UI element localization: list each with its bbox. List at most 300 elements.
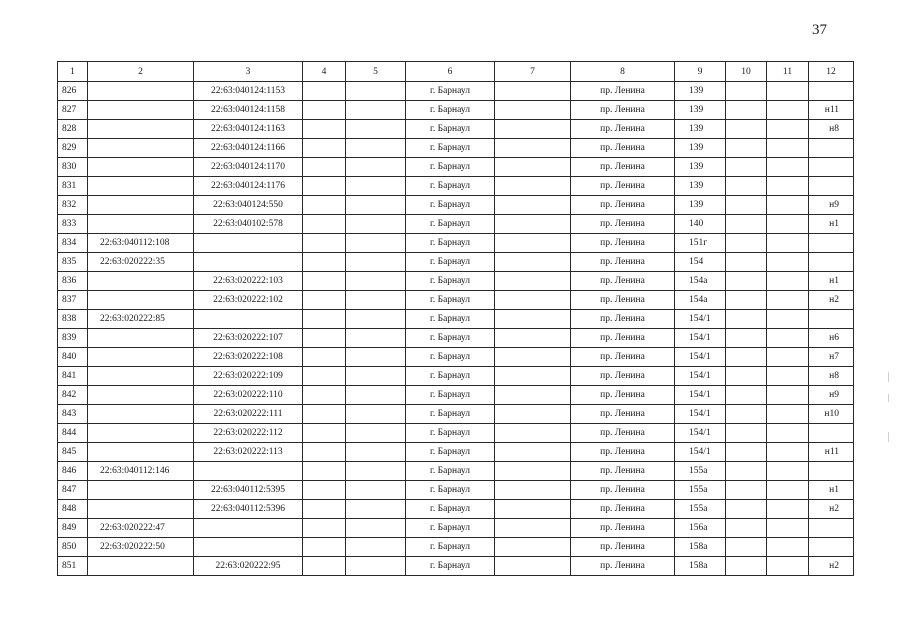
table-cell bbox=[88, 196, 194, 215]
table-cell bbox=[726, 557, 767, 576]
table-cell bbox=[726, 367, 767, 386]
table-cell: 139 bbox=[675, 120, 726, 139]
table-cell bbox=[346, 234, 406, 253]
table-row bbox=[58, 538, 854, 557]
table-cell bbox=[495, 234, 571, 253]
table-cell bbox=[809, 234, 854, 253]
table-cell bbox=[495, 215, 571, 234]
table-cell bbox=[303, 405, 346, 424]
table-cell bbox=[303, 462, 346, 481]
table-cell: 22:63:020222:113 bbox=[194, 443, 303, 462]
table-cell bbox=[726, 120, 767, 139]
table-row bbox=[58, 196, 854, 215]
table-cell bbox=[726, 462, 767, 481]
column-header: 6 bbox=[406, 62, 495, 82]
table-cell: 829 bbox=[58, 139, 88, 158]
table-cell bbox=[303, 519, 346, 538]
table-cell: 850 bbox=[58, 538, 88, 557]
table-cell: г. Барнаул bbox=[406, 158, 495, 177]
table-cell bbox=[346, 367, 406, 386]
table-cell bbox=[809, 82, 854, 101]
table-cell: пр. Ленина bbox=[571, 310, 675, 329]
table-cell bbox=[495, 519, 571, 538]
table-cell bbox=[194, 253, 303, 272]
column-header: 7 bbox=[495, 62, 571, 82]
table-cell bbox=[495, 120, 571, 139]
table-cell: 839 bbox=[58, 329, 88, 348]
table-cell: г. Барнаул bbox=[406, 367, 495, 386]
table-cell: 827 bbox=[58, 101, 88, 120]
table-cell bbox=[809, 139, 854, 158]
table-cell bbox=[726, 310, 767, 329]
table-cell bbox=[303, 215, 346, 234]
table-cell: г. Барнаул bbox=[406, 329, 495, 348]
table-cell bbox=[767, 538, 809, 557]
table-cell bbox=[346, 310, 406, 329]
table-cell: н9 bbox=[809, 196, 854, 215]
table-cell bbox=[303, 139, 346, 158]
table-cell: 22:63:020222:107 bbox=[194, 329, 303, 348]
table-cell: 155а bbox=[675, 500, 726, 519]
table-cell bbox=[495, 500, 571, 519]
table-cell bbox=[88, 481, 194, 500]
table-cell: 154/1 bbox=[675, 310, 726, 329]
table-cell bbox=[767, 443, 809, 462]
table-cell: пр. Ленина bbox=[571, 405, 675, 424]
table-cell: г. Барнаул bbox=[406, 291, 495, 310]
table-cell bbox=[303, 82, 346, 101]
table-cell: 22:63:020222:95 bbox=[194, 557, 303, 576]
table-cell bbox=[88, 291, 194, 310]
table-cell bbox=[495, 481, 571, 500]
column-header: 1 bbox=[58, 62, 88, 82]
table-cell: 22:63:020222:47 bbox=[88, 519, 194, 538]
table-cell bbox=[767, 348, 809, 367]
table-cell: 139 bbox=[675, 177, 726, 196]
table-cell: пр. Ленина bbox=[571, 177, 675, 196]
table-cell: 833 bbox=[58, 215, 88, 234]
table-cell: 139 bbox=[675, 196, 726, 215]
table-cell: 849 bbox=[58, 519, 88, 538]
table-cell bbox=[346, 405, 406, 424]
table-row bbox=[58, 481, 854, 500]
table-cell bbox=[495, 139, 571, 158]
table-cell: 830 bbox=[58, 158, 88, 177]
table-cell: пр. Ленина bbox=[571, 158, 675, 177]
table-cell: 22:63:040124:1170 bbox=[194, 158, 303, 177]
table-cell: 22:63:040112:146 bbox=[88, 462, 194, 481]
table-cell bbox=[495, 405, 571, 424]
table-cell: н2 bbox=[809, 291, 854, 310]
table-cell: 838 bbox=[58, 310, 88, 329]
table-cell: н11 bbox=[809, 443, 854, 462]
table-cell bbox=[495, 348, 571, 367]
table-cell bbox=[726, 158, 767, 177]
column-header: 8 bbox=[571, 62, 675, 82]
table-cell bbox=[303, 329, 346, 348]
table-cell: г. Барнаул bbox=[406, 272, 495, 291]
table-cell bbox=[346, 538, 406, 557]
table-cell bbox=[194, 310, 303, 329]
table-cell bbox=[495, 82, 571, 101]
table-cell bbox=[767, 120, 809, 139]
table-cell: пр. Ленина bbox=[571, 481, 675, 500]
table-cell bbox=[346, 215, 406, 234]
table-cell bbox=[767, 405, 809, 424]
table-cell: пр. Ленина bbox=[571, 196, 675, 215]
table-cell: 22:63:040124:1158 bbox=[194, 101, 303, 120]
table-cell: 22:63:020222:103 bbox=[194, 272, 303, 291]
table-cell bbox=[495, 367, 571, 386]
table-cell bbox=[88, 120, 194, 139]
scan-artifact bbox=[888, 432, 889, 442]
table-cell bbox=[726, 177, 767, 196]
table-cell: пр. Ленина bbox=[571, 462, 675, 481]
table-cell: г. Барнаул bbox=[406, 82, 495, 101]
table-cell bbox=[303, 348, 346, 367]
table-cell: 848 bbox=[58, 500, 88, 519]
table-cell: г. Барнаул bbox=[406, 386, 495, 405]
table-cell: 154/1 bbox=[675, 329, 726, 348]
table-cell bbox=[726, 82, 767, 101]
table-cell: пр. Ленина bbox=[571, 443, 675, 462]
table-cell: 836 bbox=[58, 272, 88, 291]
table-cell bbox=[194, 234, 303, 253]
table-header bbox=[58, 62, 854, 82]
table-cell bbox=[495, 158, 571, 177]
table-cell bbox=[767, 519, 809, 538]
table-cell bbox=[88, 557, 194, 576]
table-cell bbox=[303, 424, 346, 443]
table-cell bbox=[767, 557, 809, 576]
table-cell bbox=[88, 367, 194, 386]
table-cell bbox=[726, 481, 767, 500]
table-cell bbox=[767, 291, 809, 310]
table-cell: пр. Ленина bbox=[571, 139, 675, 158]
table-cell: г. Барнаул bbox=[406, 120, 495, 139]
table-cell bbox=[346, 500, 406, 519]
table-cell: 826 bbox=[58, 82, 88, 101]
column-header: 4 bbox=[303, 62, 346, 82]
table-cell bbox=[88, 500, 194, 519]
table-cell: г. Барнаул bbox=[406, 234, 495, 253]
table-cell bbox=[495, 443, 571, 462]
table-cell bbox=[88, 329, 194, 348]
column-header: 12 bbox=[809, 62, 854, 82]
table-cell: пр. Ленина bbox=[571, 519, 675, 538]
table-cell bbox=[495, 386, 571, 405]
table-cell bbox=[495, 538, 571, 557]
table-cell bbox=[303, 481, 346, 500]
table-cell bbox=[495, 424, 571, 443]
table-cell: н2 bbox=[809, 500, 854, 519]
table-cell bbox=[346, 443, 406, 462]
table-cell: г. Барнаул bbox=[406, 405, 495, 424]
table-row bbox=[58, 500, 854, 519]
table-cell: 844 bbox=[58, 424, 88, 443]
table-cell bbox=[303, 120, 346, 139]
table-cell bbox=[767, 158, 809, 177]
table-cell: 845 bbox=[58, 443, 88, 462]
table-row bbox=[58, 405, 854, 424]
table-cell bbox=[495, 462, 571, 481]
table-cell bbox=[346, 348, 406, 367]
table-cell: н2 bbox=[809, 557, 854, 576]
table-row bbox=[58, 139, 854, 158]
table-cell: 151г bbox=[675, 234, 726, 253]
table-cell: пр. Ленина bbox=[571, 348, 675, 367]
header-row bbox=[58, 62, 854, 82]
table-cell bbox=[303, 443, 346, 462]
table-cell bbox=[767, 82, 809, 101]
table-cell bbox=[346, 424, 406, 443]
table-cell bbox=[809, 462, 854, 481]
table-row bbox=[58, 310, 854, 329]
table-cell: 154/1 bbox=[675, 424, 726, 443]
page-number: 37 bbox=[812, 22, 827, 38]
table-cell bbox=[346, 177, 406, 196]
table-cell bbox=[767, 310, 809, 329]
table-cell bbox=[767, 386, 809, 405]
table-cell: н1 bbox=[809, 272, 854, 291]
table-cell: н1 bbox=[809, 481, 854, 500]
table-cell bbox=[88, 101, 194, 120]
table-row bbox=[58, 329, 854, 348]
table-cell: 154/1 bbox=[675, 405, 726, 424]
table-cell bbox=[88, 139, 194, 158]
table-cell: пр. Ленина bbox=[571, 538, 675, 557]
table-cell: пр. Ленина bbox=[571, 557, 675, 576]
table-row bbox=[58, 424, 854, 443]
table-cell bbox=[346, 120, 406, 139]
table-cell bbox=[303, 101, 346, 120]
table-cell bbox=[726, 253, 767, 272]
table-cell bbox=[303, 177, 346, 196]
table-cell: 831 bbox=[58, 177, 88, 196]
table-cell: н1 bbox=[809, 215, 854, 234]
table-cell bbox=[303, 538, 346, 557]
table-cell bbox=[767, 462, 809, 481]
table-cell: г. Барнаул bbox=[406, 196, 495, 215]
table-cell: пр. Ленина bbox=[571, 120, 675, 139]
table-cell bbox=[767, 196, 809, 215]
table-cell: 139 bbox=[675, 158, 726, 177]
table-cell bbox=[346, 253, 406, 272]
table-cell bbox=[88, 82, 194, 101]
table-cell: н7 bbox=[809, 348, 854, 367]
table-cell bbox=[726, 101, 767, 120]
table-cell bbox=[726, 329, 767, 348]
table-cell bbox=[767, 177, 809, 196]
table-cell bbox=[726, 348, 767, 367]
column-header: 10 bbox=[726, 62, 767, 82]
table-cell: пр. Ленина bbox=[571, 424, 675, 443]
table-cell bbox=[726, 538, 767, 557]
table-cell bbox=[303, 386, 346, 405]
table-row bbox=[58, 82, 854, 101]
table-cell bbox=[726, 405, 767, 424]
table-cell bbox=[88, 424, 194, 443]
table-cell: 155а bbox=[675, 481, 726, 500]
table-cell bbox=[726, 272, 767, 291]
table-cell bbox=[809, 310, 854, 329]
table-cell: 139 bbox=[675, 82, 726, 101]
table-cell bbox=[495, 196, 571, 215]
registry-table bbox=[57, 61, 854, 576]
table-cell: г. Барнаул bbox=[406, 177, 495, 196]
table-cell bbox=[303, 500, 346, 519]
column-header: 9 bbox=[675, 62, 726, 82]
table-cell: н8 bbox=[809, 120, 854, 139]
table-cell: пр. Ленина bbox=[571, 272, 675, 291]
table-cell bbox=[495, 101, 571, 120]
table-cell bbox=[495, 310, 571, 329]
table-cell: 837 bbox=[58, 291, 88, 310]
table-cell bbox=[346, 82, 406, 101]
table-cell bbox=[88, 215, 194, 234]
table-row bbox=[58, 215, 854, 234]
table-cell bbox=[726, 291, 767, 310]
table-cell: г. Барнаул bbox=[406, 424, 495, 443]
table-cell: 158а bbox=[675, 538, 726, 557]
table-cell: 22:63:040124:1163 bbox=[194, 120, 303, 139]
table-cell: 155а bbox=[675, 462, 726, 481]
table-cell bbox=[346, 519, 406, 538]
table-cell: г. Барнаул bbox=[406, 500, 495, 519]
table-cell: г. Барнаул bbox=[406, 215, 495, 234]
table-cell bbox=[495, 253, 571, 272]
table-cell: 22:63:040124:1166 bbox=[194, 139, 303, 158]
table-cell: 832 bbox=[58, 196, 88, 215]
table-cell: г. Барнаул bbox=[406, 443, 495, 462]
table-cell: г. Барнаул bbox=[406, 139, 495, 158]
table-cell bbox=[809, 158, 854, 177]
table-row bbox=[58, 234, 854, 253]
table-cell: пр. Ленина bbox=[571, 291, 675, 310]
table-cell: 847 bbox=[58, 481, 88, 500]
table-cell: г. Барнаул bbox=[406, 101, 495, 120]
table-row bbox=[58, 272, 854, 291]
table-cell: пр. Ленина bbox=[571, 500, 675, 519]
table-cell: 154а bbox=[675, 272, 726, 291]
table-cell: н9 bbox=[809, 386, 854, 405]
table-cell: 22:63:040124:550 bbox=[194, 196, 303, 215]
table-cell bbox=[809, 424, 854, 443]
table-cell: 154 bbox=[675, 253, 726, 272]
table-cell bbox=[346, 462, 406, 481]
table-cell bbox=[346, 329, 406, 348]
table-cell: 828 bbox=[58, 120, 88, 139]
table-cell bbox=[726, 519, 767, 538]
table-cell: г. Барнаул bbox=[406, 310, 495, 329]
table-cell: 154а bbox=[675, 291, 726, 310]
table-row bbox=[58, 462, 854, 481]
table-cell bbox=[303, 272, 346, 291]
table-cell: г. Барнаул bbox=[406, 462, 495, 481]
table-cell: г. Барнаул bbox=[406, 481, 495, 500]
table-cell: 158а bbox=[675, 557, 726, 576]
table-cell bbox=[88, 405, 194, 424]
column-header: 11 bbox=[767, 62, 809, 82]
table-cell: г. Барнаул bbox=[406, 557, 495, 576]
table-cell bbox=[88, 272, 194, 291]
table-cell bbox=[495, 329, 571, 348]
table-cell bbox=[726, 234, 767, 253]
table-cell: 22:63:020222:50 bbox=[88, 538, 194, 557]
table-cell bbox=[726, 443, 767, 462]
table-cell: 22:63:020222:102 bbox=[194, 291, 303, 310]
column-header: 5 bbox=[346, 62, 406, 82]
table-cell bbox=[767, 272, 809, 291]
table-row bbox=[58, 443, 854, 462]
table-cell: пр. Ленина bbox=[571, 101, 675, 120]
table-cell: 139 bbox=[675, 139, 726, 158]
scan-artifact bbox=[888, 372, 889, 382]
table-cell: 22:63:020222:112 bbox=[194, 424, 303, 443]
table-cell bbox=[495, 557, 571, 576]
table-cell: 22:63:040112:108 bbox=[88, 234, 194, 253]
table-row bbox=[58, 519, 854, 538]
table-cell: 22:63:040112:5396 bbox=[194, 500, 303, 519]
table-cell bbox=[726, 215, 767, 234]
table-cell: 22:63:040102:578 bbox=[194, 215, 303, 234]
table-cell bbox=[346, 291, 406, 310]
table-cell: 22:63:020222:85 bbox=[88, 310, 194, 329]
table-cell bbox=[767, 215, 809, 234]
table-cell bbox=[767, 253, 809, 272]
table-cell bbox=[346, 386, 406, 405]
table-cell bbox=[767, 329, 809, 348]
table-cell: 835 bbox=[58, 253, 88, 272]
table-cell: г. Барнаул bbox=[406, 538, 495, 557]
table-cell bbox=[809, 253, 854, 272]
table-cell: 22:63:020222:108 bbox=[194, 348, 303, 367]
table-cell: 22:63:020222:111 bbox=[194, 405, 303, 424]
table-cell: пр. Ленина bbox=[571, 329, 675, 348]
table-cell: 22:63:020222:110 bbox=[194, 386, 303, 405]
table-cell: 22:63:040112:5395 bbox=[194, 481, 303, 500]
table-cell bbox=[303, 310, 346, 329]
table-cell: 846 bbox=[58, 462, 88, 481]
table-cell: 843 bbox=[58, 405, 88, 424]
table-cell: н10 bbox=[809, 405, 854, 424]
table-cell bbox=[495, 177, 571, 196]
table-cell: 22:63:020222:35 bbox=[88, 253, 194, 272]
table-cell bbox=[346, 196, 406, 215]
table-cell bbox=[726, 386, 767, 405]
table-cell: 22:63:020222:109 bbox=[194, 367, 303, 386]
column-header: 3 bbox=[194, 62, 303, 82]
table-cell bbox=[88, 443, 194, 462]
table-cell: 841 bbox=[58, 367, 88, 386]
table-cell: 22:63:040124:1176 bbox=[194, 177, 303, 196]
table-cell bbox=[346, 481, 406, 500]
table-cell bbox=[809, 177, 854, 196]
table-cell: пр. Ленина bbox=[571, 234, 675, 253]
table-cell bbox=[726, 196, 767, 215]
table-cell bbox=[303, 367, 346, 386]
table-cell: пр. Ленина bbox=[571, 82, 675, 101]
table-cell bbox=[767, 139, 809, 158]
table-row bbox=[58, 386, 854, 405]
table-cell: 156а bbox=[675, 519, 726, 538]
table-cell bbox=[194, 462, 303, 481]
table-cell: г. Барнаул bbox=[406, 348, 495, 367]
table-cell: 842 bbox=[58, 386, 88, 405]
table-row bbox=[58, 158, 854, 177]
table-cell: 840 bbox=[58, 348, 88, 367]
table-cell bbox=[303, 253, 346, 272]
